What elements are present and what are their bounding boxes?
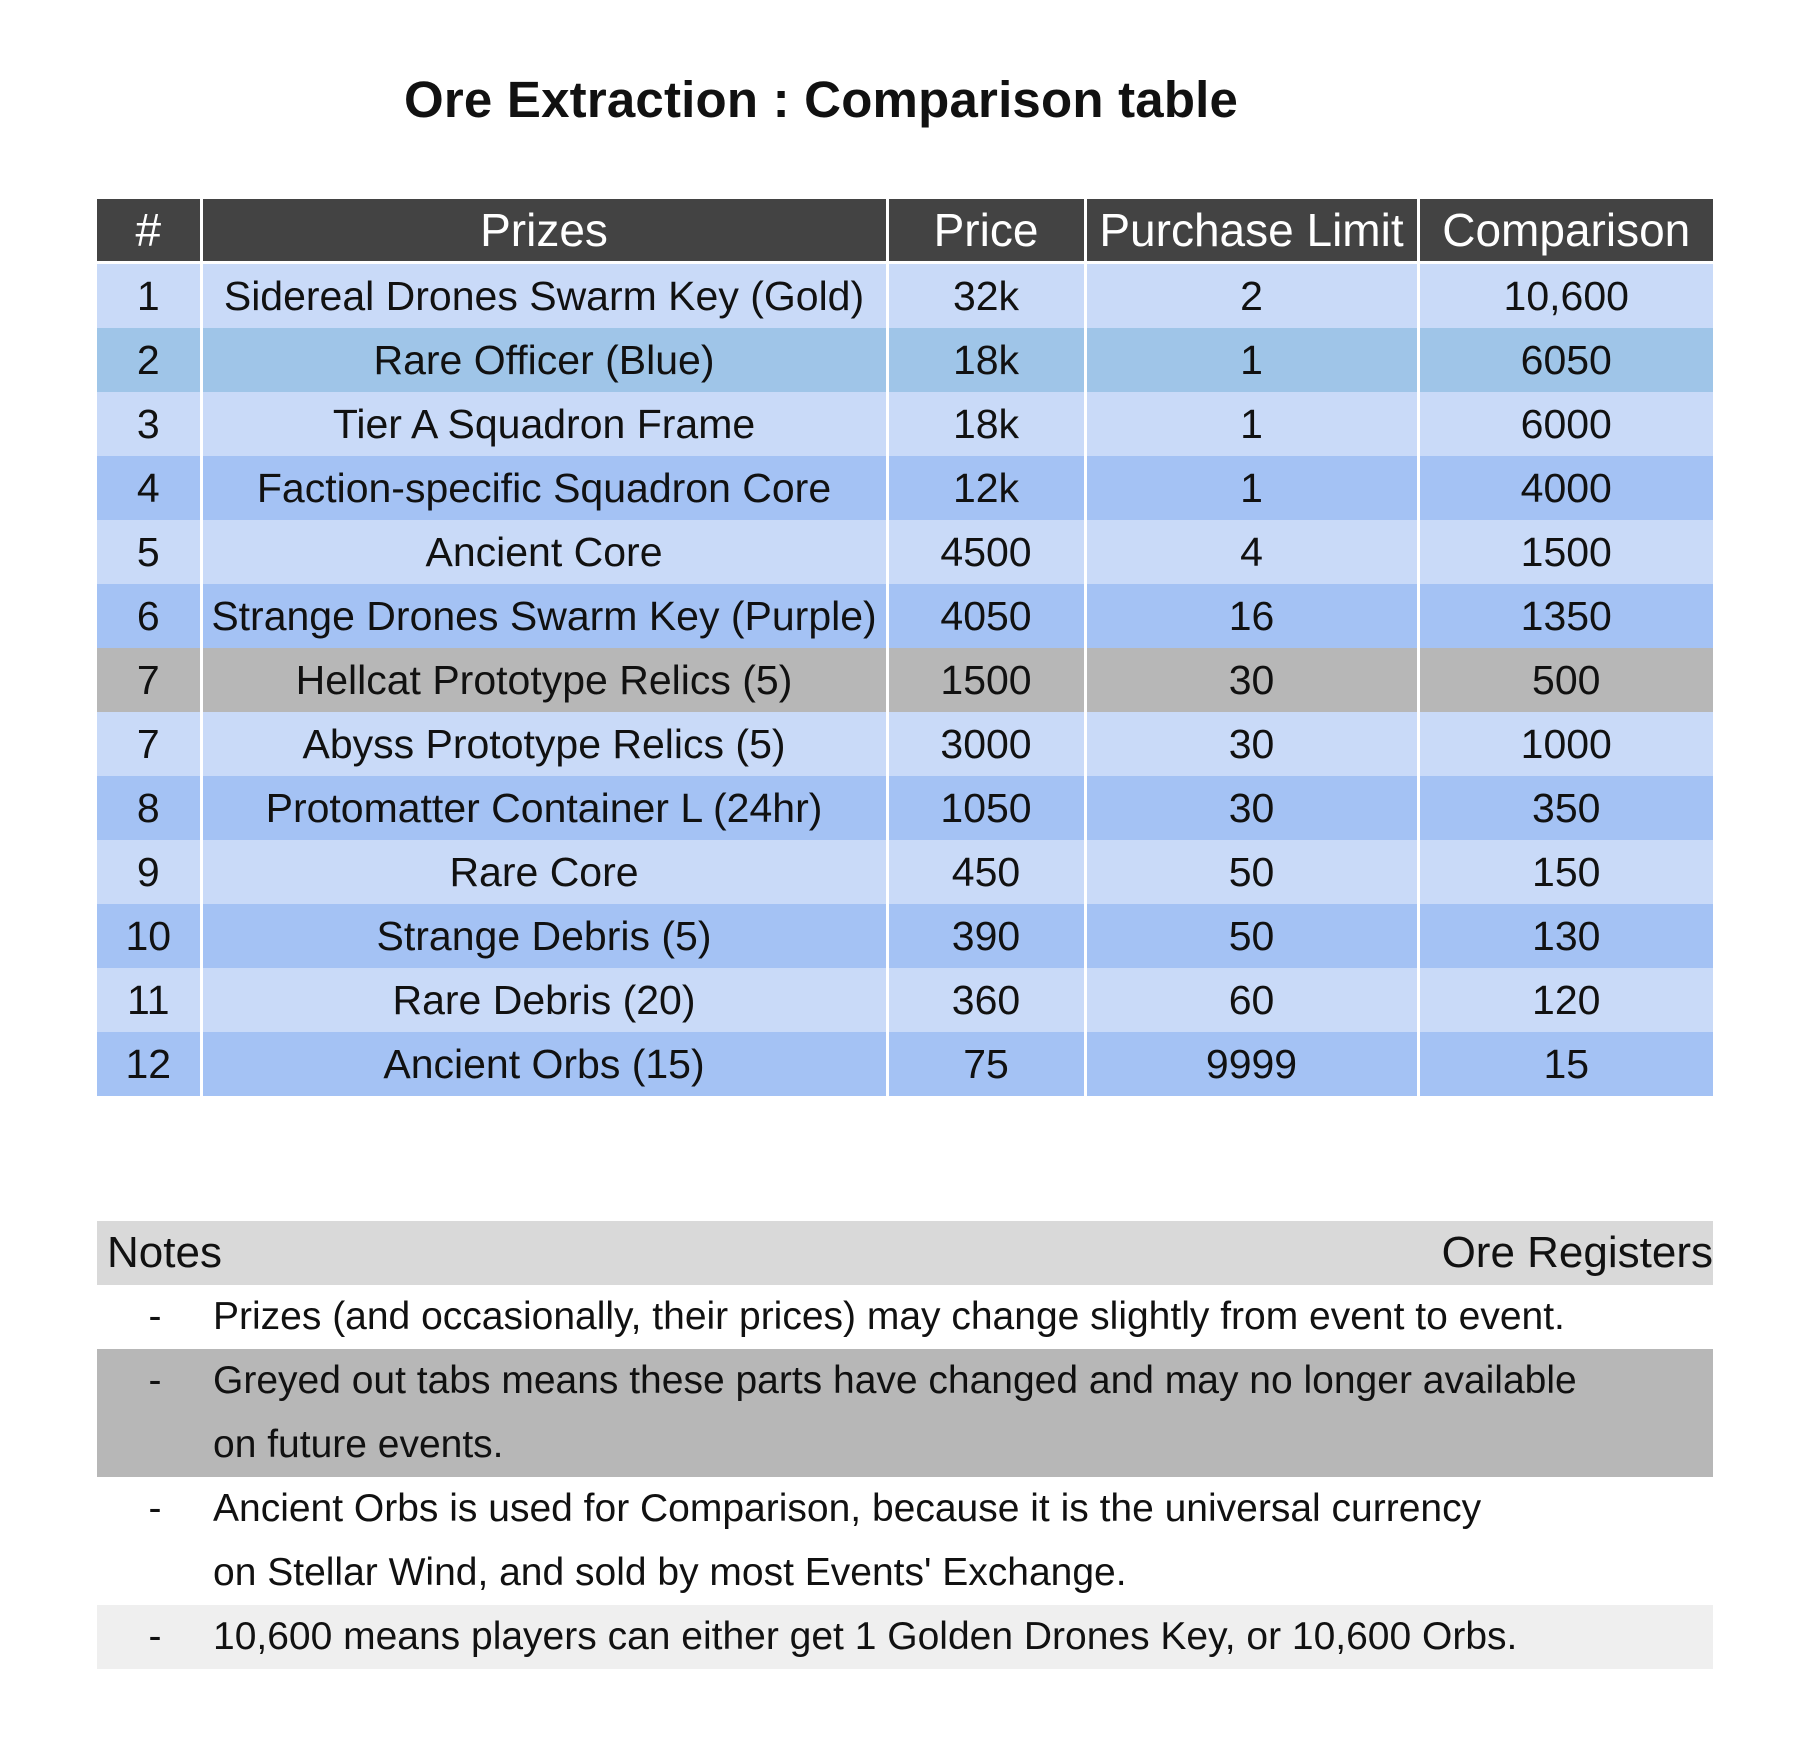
cell-number: 1 xyxy=(97,263,201,329)
comparison-table xyxy=(97,199,1713,1096)
cell-price: 75 xyxy=(887,1032,1085,1096)
cell-prize: Protomatter Container L (24hr) xyxy=(201,776,887,840)
header-price: Price xyxy=(887,199,1085,263)
cell-price: 390 xyxy=(887,904,1085,968)
table-row xyxy=(97,328,1713,392)
table-row xyxy=(97,456,1713,520)
cell-number: 7 xyxy=(97,712,201,776)
note-bullet: - xyxy=(148,1359,162,1402)
cell-price: 450 xyxy=(887,840,1085,904)
header-number: # xyxy=(97,199,201,263)
cell-purchase-limit: 9999 xyxy=(1085,1032,1418,1096)
note-text xyxy=(213,1605,1713,1669)
cell-comparison: 6050 xyxy=(1418,328,1713,392)
header-purchase-limit: Purchase Limit xyxy=(1085,199,1418,263)
cell-number: 7 xyxy=(97,648,201,712)
cell-comparison: 120 xyxy=(1418,968,1713,1032)
cell-purchase-limit: 30 xyxy=(1085,648,1418,712)
table-row xyxy=(97,520,1713,584)
table-row xyxy=(97,648,1713,712)
cell-purchase-limit: 16 xyxy=(1085,584,1418,648)
note-text xyxy=(213,1477,1713,1605)
note-text xyxy=(213,1285,1713,1349)
cell-number: 9 xyxy=(97,840,201,904)
cell-prize: Rare Core xyxy=(201,840,887,904)
cell-purchase-limit: 2 xyxy=(1085,263,1418,329)
cell-comparison: 6000 xyxy=(1418,392,1713,456)
cell-prize: Tier A Squadron Frame xyxy=(201,392,887,456)
cell-number: 8 xyxy=(97,776,201,840)
note-line: Ancient Orbs is used for Comparison, because it is the universal currency xyxy=(213,1487,1482,1530)
cell-price: 1050 xyxy=(887,776,1085,840)
note-line: Greyed out tabs means these parts have changed and may no longer available xyxy=(213,1359,1577,1402)
cell-price: 3000 xyxy=(887,712,1085,776)
table-row xyxy=(97,712,1713,776)
cell-number: 6 xyxy=(97,584,201,648)
table-row xyxy=(97,1032,1713,1096)
cell-comparison: 150 xyxy=(1418,840,1713,904)
cell-number: 2 xyxy=(97,328,201,392)
cell-price: 1500 xyxy=(887,648,1085,712)
cell-comparison: 1350 xyxy=(1418,584,1713,648)
cell-comparison: 10,600 xyxy=(1418,263,1713,329)
cell-price: 18k xyxy=(887,328,1085,392)
note-text xyxy=(213,1349,1713,1477)
note-bullet: - xyxy=(148,1487,162,1530)
note-line: Prizes (and occasionally, their prices) may change slightly from event to event. xyxy=(213,1295,1565,1338)
cell-number: 11 xyxy=(97,968,201,1032)
cell-price: 360 xyxy=(887,968,1085,1032)
note-item xyxy=(97,1605,1713,1669)
cell-purchase-limit: 1 xyxy=(1085,392,1418,456)
cell-comparison: 1000 xyxy=(1418,712,1713,776)
note-bullet: - xyxy=(148,1295,162,1338)
cell-prize: Strange Debris (5) xyxy=(201,904,887,968)
cell-comparison: 1500 xyxy=(1418,520,1713,584)
header-prizes: Prizes xyxy=(201,199,887,263)
cell-number: 12 xyxy=(97,1032,201,1096)
cell-prize: Ancient Orbs (15) xyxy=(201,1032,887,1096)
cell-prize: Ancient Core xyxy=(201,520,887,584)
page-title: Ore Extraction : Comparison table xyxy=(404,71,1239,128)
notes-title: Notes xyxy=(107,1228,222,1277)
cell-price: 12k xyxy=(887,456,1085,520)
notes-header xyxy=(97,1221,1713,1285)
cell-purchase-limit: 30 xyxy=(1085,776,1418,840)
cell-price: 4500 xyxy=(887,520,1085,584)
cell-purchase-limit: 50 xyxy=(1085,904,1418,968)
notes-list xyxy=(97,1285,1713,1669)
notes-section xyxy=(97,1221,1713,1669)
note-line: on Stellar Wind, and sold by most Events' Exchange. xyxy=(213,1551,1127,1594)
cell-purchase-limit: 4 xyxy=(1085,520,1418,584)
cell-purchase-limit: 30 xyxy=(1085,712,1418,776)
cell-prize: Rare Debris (20) xyxy=(201,968,887,1032)
note-item xyxy=(97,1477,1713,1605)
cell-comparison: 4000 xyxy=(1418,456,1713,520)
cell-comparison: 15 xyxy=(1418,1032,1713,1096)
table-row xyxy=(97,392,1713,456)
table-row xyxy=(97,584,1713,648)
cell-purchase-limit: 60 xyxy=(1085,968,1418,1032)
cell-price: 18k xyxy=(887,392,1085,456)
header-comparison: Comparison xyxy=(1418,199,1713,263)
table-row xyxy=(97,263,1713,329)
cell-price: 4050 xyxy=(887,584,1085,648)
cell-comparison: 500 xyxy=(1418,648,1713,712)
cell-number: 5 xyxy=(97,520,201,584)
note-line: 10,600 means players can either get 1 Golden Drones Key, or 10,600 Orbs. xyxy=(213,1615,1518,1658)
cell-comparison: 130 xyxy=(1418,904,1713,968)
cell-prize: Rare Officer (Blue) xyxy=(201,328,887,392)
table-row xyxy=(97,968,1713,1032)
cell-prize: Sidereal Drones Swarm Key (Gold) xyxy=(201,263,887,329)
cell-purchase-limit: 1 xyxy=(1085,456,1418,520)
cell-purchase-limit: 50 xyxy=(1085,840,1418,904)
note-item xyxy=(97,1349,1713,1477)
cell-number: 3 xyxy=(97,392,201,456)
cell-price: 32k xyxy=(887,263,1085,329)
cell-number: 10 xyxy=(97,904,201,968)
table-row xyxy=(97,904,1713,968)
note-line: on future events. xyxy=(213,1423,504,1466)
cell-prize: Hellcat Prototype Relics (5) xyxy=(201,648,887,712)
table-row xyxy=(97,776,1713,840)
cell-number: 4 xyxy=(97,456,201,520)
cell-prize: Abyss Prototype Relics (5) xyxy=(201,712,887,776)
cell-prize: Faction-specific Squadron Core xyxy=(201,456,887,520)
cell-comparison: 350 xyxy=(1418,776,1713,840)
note-item xyxy=(97,1285,1713,1349)
cell-prize: Strange Drones Swarm Key (Purple) xyxy=(201,584,887,648)
table-header-row xyxy=(97,199,1713,263)
ore-registers-label: Ore Registers xyxy=(1441,1228,1713,1277)
note-bullet: - xyxy=(148,1615,162,1658)
table-row xyxy=(97,840,1713,904)
cell-purchase-limit: 1 xyxy=(1085,328,1418,392)
